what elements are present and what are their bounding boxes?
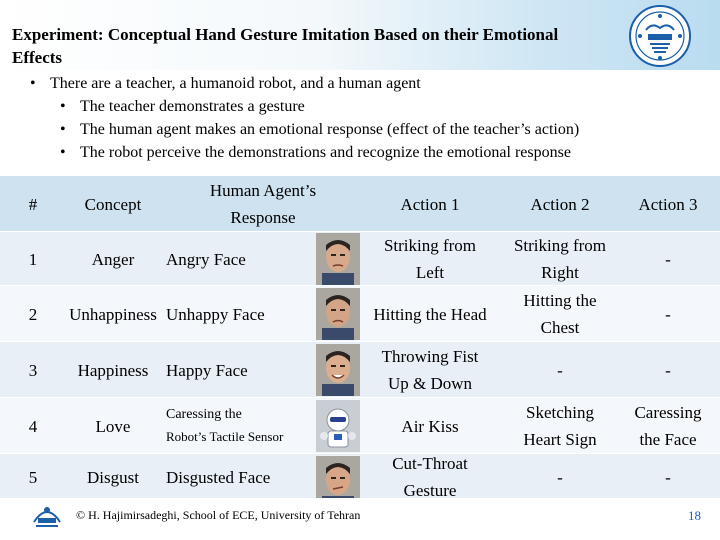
footer-logo: [30, 500, 64, 530]
row-num: 1: [28, 249, 38, 269]
header-num: #: [28, 194, 38, 214]
header-concept: Concept: [84, 194, 142, 214]
row-response: Caressing the Robot’s Tactile Sensor: [166, 407, 284, 444]
header-action-1: Action 1: [400, 194, 460, 214]
bullet-dot: •: [30, 75, 36, 92]
table-row: [0, 342, 720, 398]
robot-photo: [316, 400, 360, 452]
face-photo: [316, 233, 360, 285]
row-response: Happy Face: [166, 360, 248, 380]
row-num: 4: [28, 416, 38, 436]
header-action-2: Action 2: [530, 194, 590, 214]
row-action-3: -: [665, 467, 671, 487]
row-action-2: -: [557, 360, 563, 380]
slide-title: Experiment: Conceptual Hand Gesture Imitation Based on their Emotional Effects: [12, 25, 559, 67]
row-num: 2: [28, 304, 38, 324]
row-action-2: Hitting the Chest: [523, 291, 597, 337]
face-photo: [316, 344, 360, 396]
row-action-2: Striking from Right: [513, 236, 607, 282]
row-action-1: Striking from Left: [383, 236, 477, 282]
bullet-dot: •: [60, 98, 66, 115]
table-row: [0, 286, 720, 342]
header-response: Human Agent’s Response: [209, 181, 317, 227]
sub-bullet-item: • The robot perceive the demonstrations and recognize the emotional response: [60, 141, 571, 164]
table-row: [0, 454, 720, 498]
row-action-1: Hitting the Head: [373, 304, 487, 324]
row-concept: Love: [95, 416, 131, 436]
row-concept: Disgust: [87, 467, 139, 487]
row-action-1: Cut-Throat Gesture: [392, 454, 468, 500]
face-photo: [316, 456, 360, 498]
row-action-2: Sketching Heart Sign: [523, 403, 597, 449]
row-action-3: -: [665, 249, 671, 269]
gesture-table: [0, 176, 720, 498]
row-action-3: Caressing the Face: [634, 403, 702, 449]
row-action-3: -: [665, 360, 671, 380]
university-seal-logo: [628, 4, 692, 68]
row-response: Disgusted Face: [166, 467, 271, 487]
row-concept: Happiness: [77, 360, 149, 380]
row-response: Unhappy Face: [166, 304, 265, 324]
face-photo: [316, 288, 360, 340]
table-row: [0, 398, 720, 454]
row-response: Angry Face: [166, 249, 246, 269]
header-action-3: Action 3: [638, 194, 698, 214]
row-action-2: -: [557, 467, 563, 487]
sub-bullet-item: • The human agent makes an emotional response (effect of the teacher’s action): [60, 118, 579, 141]
row-num: 5: [28, 467, 38, 487]
row-num: 3: [28, 360, 38, 380]
bullet-dot: •: [60, 121, 66, 138]
table-row: [0, 232, 720, 286]
row-action-1: Throwing Fist Up & Down: [381, 347, 479, 393]
table-header-row: [0, 176, 720, 232]
row-concept: Anger: [91, 249, 135, 269]
footer-credit: © H. Hajimirsadeghi, School of ECE, University of Tehran: [76, 508, 361, 522]
row-concept: Unhappiness: [69, 304, 157, 324]
bullet-item: • There are a teacher, a humanoid robot, and a human agent: [30, 72, 421, 95]
sub-bullet-item: • The teacher demonstrates a gesture: [60, 95, 305, 118]
page-number: 18: [688, 508, 701, 523]
row-action-1: Air Kiss: [401, 416, 459, 436]
row-action-3: -: [665, 304, 671, 324]
bullet-dot: •: [60, 144, 66, 161]
